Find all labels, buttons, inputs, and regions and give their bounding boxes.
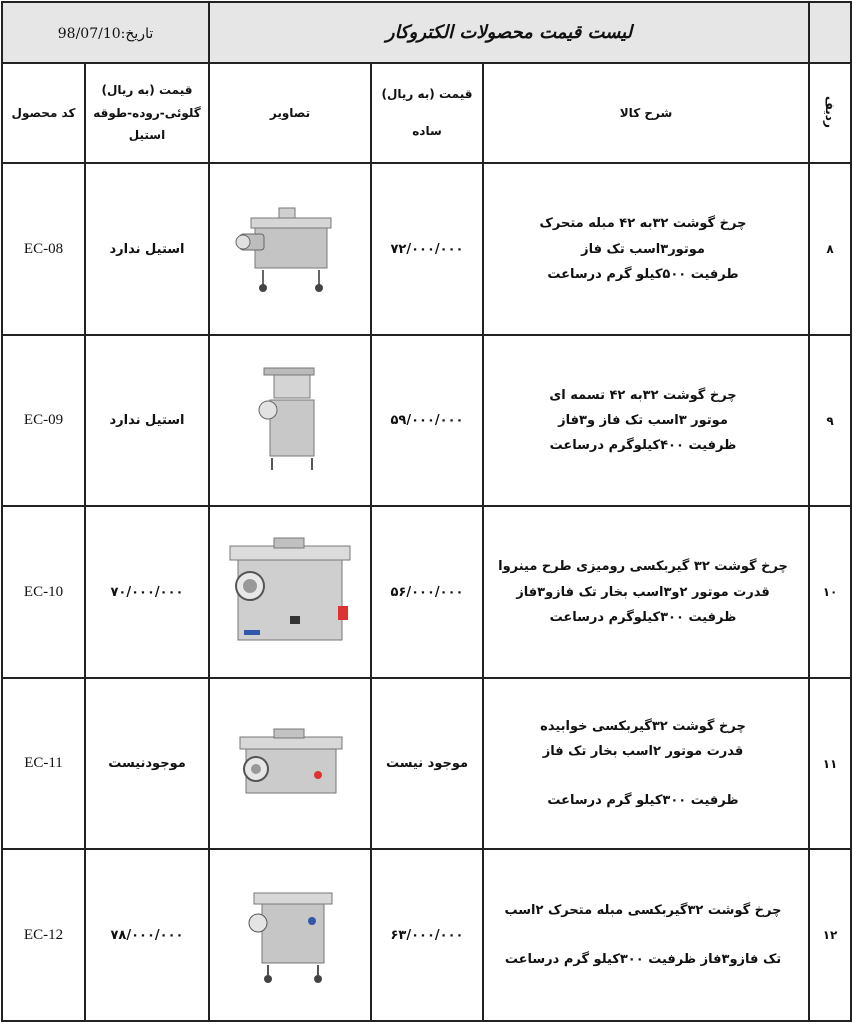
date-label: تاریخ:98/07/10 [57,25,154,42]
col-header-price-simple: قیمت (به ریال) ساده [371,63,483,164]
col-header-row-number: ردیف [809,63,851,164]
product-description: چرخ گوشت ۳۲به ۴۲ تسمه ای موتور ۳اسب تک فاز و۳فاز ظرفیت ۴۰۰کیلوگرم درساعت [483,335,809,507]
header-corner-cell [809,2,851,63]
product-row [2,849,851,1021]
product-code: EC-09 [2,335,85,507]
col-header-price-steel: قیمت (به ریال) گلوئی-روده-طوقه استیل [85,63,209,164]
header-row [2,2,851,63]
price-simple: ۵۶/۰۰۰/۰۰۰ [371,506,483,678]
meat-grinder-image [220,534,360,650]
product-image-cell [209,335,371,507]
product-row [2,506,851,678]
meat-grinder-image [234,727,346,801]
row-number: ۱۰ [809,506,851,678]
product-code: EC-08 [2,163,85,335]
price-steel: ۷۰/۰۰۰/۰۰۰ [85,506,209,678]
price-simple: موجود نیست [371,678,483,850]
product-image-cell [209,849,371,1021]
meat-grinder-image [250,366,330,476]
page-title: لیست قیمت محصولات الکتروکار [385,21,633,43]
product-row [2,678,851,850]
price-steel: ۷۸/۰۰۰/۰۰۰ [85,849,209,1021]
col-header-images: تصاویر [209,63,371,164]
col-header-description: شرح کالا [483,63,809,164]
date-cell [2,2,209,63]
meat-grinder-image [240,885,340,985]
price-simple: ۷۲/۰۰۰/۰۰۰ [371,163,483,335]
col-header-code: کد محصول [2,63,85,164]
product-image-cell [209,163,371,335]
row-number: ۱۱ [809,678,851,850]
title-cell [209,2,809,63]
meat-grinder-image [235,204,345,294]
column-header-row [2,63,851,164]
price-steel: استیل ندارد [85,163,209,335]
product-row [2,335,851,507]
product-description: چرخ گوشت ۳۲به ۴۲ مبله متحرک موتور۳اسب تک فاز طرفیت ۵۰۰کیلو گرم درساعت [483,163,809,335]
row-number: ۹ [809,335,851,507]
product-description: چرخ گوشت ۳۲گیربکسی مبله متحرک ۲اسب تک فازو۳فاز ظرفیت ۳۰۰کیلو گرم درساعت [483,849,809,1021]
product-description: چرخ گوشت ۳۲گیربکسی خوابیده قدرت موتور ۲اسب بخار تک فاز ظرفیت ۳۰۰کیلو گرم درساعت [483,678,809,850]
product-image-cell [209,506,371,678]
product-description: چرخ گوشت ۳۲ گیربکسی رومیزی طرح مینروا قدرت موتور ۲و۳اسب بخار تک فازو۳فاز ظرفیت ۳۰۰کیلوگرم درساعت [483,506,809,678]
price-simple: ۶۳/۰۰۰/۰۰۰ [371,849,483,1021]
price-simple: ۵۹/۰۰۰/۰۰۰ [371,335,483,507]
product-code: EC-11 [2,678,85,850]
price-steel: استیل ندارد [85,335,209,507]
product-row [2,163,851,335]
product-code: EC-12 [2,849,85,1021]
product-code: EC-10 [2,506,85,678]
product-image-cell [209,678,371,850]
price-list-table [1,1,852,1022]
row-number: ۸ [809,163,851,335]
row-number: ۱۲ [809,849,851,1021]
price-steel: موجودنیست [85,678,209,850]
